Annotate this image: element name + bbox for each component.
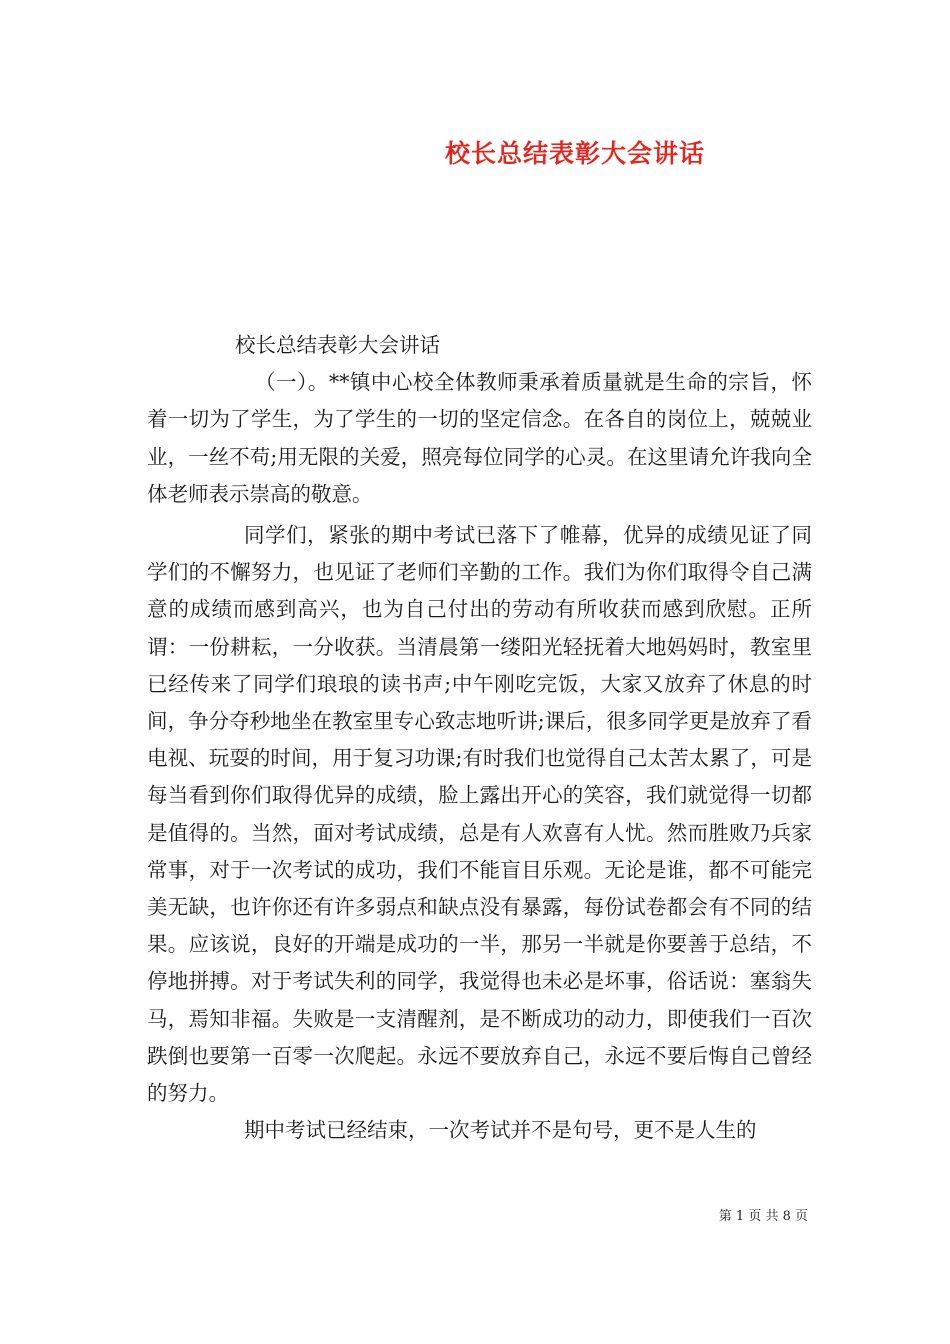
paragraph-2: 同学们，紧张的期中考试已落下了帷幕，优异的成绩见证了同学们的不懈努力，也见证了老师们辛勤的工作。我们为你们取得令自己满意的成绩而感到高兴，也为自己付出的劳动有所收获而感到欣慰。正所谓：一份耕耘，一分收获。当清晨第一缕阳光轻抚着大地妈妈时，教室里已经传来了同学们琅琅的读书声;中午刚吃完饭，大家又放弃了休息的时间，争分夺秒地坐在教室里专心致志地听讲;课后，很多同学更是放弃了看电视、玩耍的时间，用于复习功课;有时我们也觉得自己太苦太累了，可是每当看到你们取得优异的成绩，脸上露出开心的笑容，我们就觉得一切都是值得的。当然，面对考试成绩，总是有人欢喜有人忧。然而胜败乃兵家常事，对于一次考试的成功，我们不能盲目乐观。无论是谁，都不可能完美无缺，也许你还有许多弱点和缺点没有暴露，每份试卷都会有不同的结果。应该说，良好的开端是成功的一半，那另一半就是你要善于总结，不停地拼搏。对于考试失利的同学，我觉得也未必是坏事，俗话说：塞翁失马，焉知非福。失败是一支清醒剂，是不断成功的动力，即使我们一百次跌倒也要第一百零一次爬起。永远不要放弃自己，永远不要后悔自己曾经的努力。 [147,523,812,1106]
paragraph-3: 期中考试已经结束，一次考试并不是句号，更不是人生的 [244,1118,757,1143]
document-title: 校长总结表彰大会讲话 [444,139,705,168]
paragraph-1: （一）。**镇中心校全体教师秉承着质量就是生命的宗旨，怀着一切为了学生，为了学生的一切的坚定信念。在各自的岗位上，兢兢业业，一丝不苟;用无限的关爱，照亮每位同学的心灵。在这里请允许我向全体老师表示崇高的敬意。 [147,370,812,506]
document-subtitle: 校长总结表彰大会讲话 [235,333,440,357]
page-number: 第 1 页 共 8 页 [718,1209,808,1224]
document-body [147,327,812,1149]
